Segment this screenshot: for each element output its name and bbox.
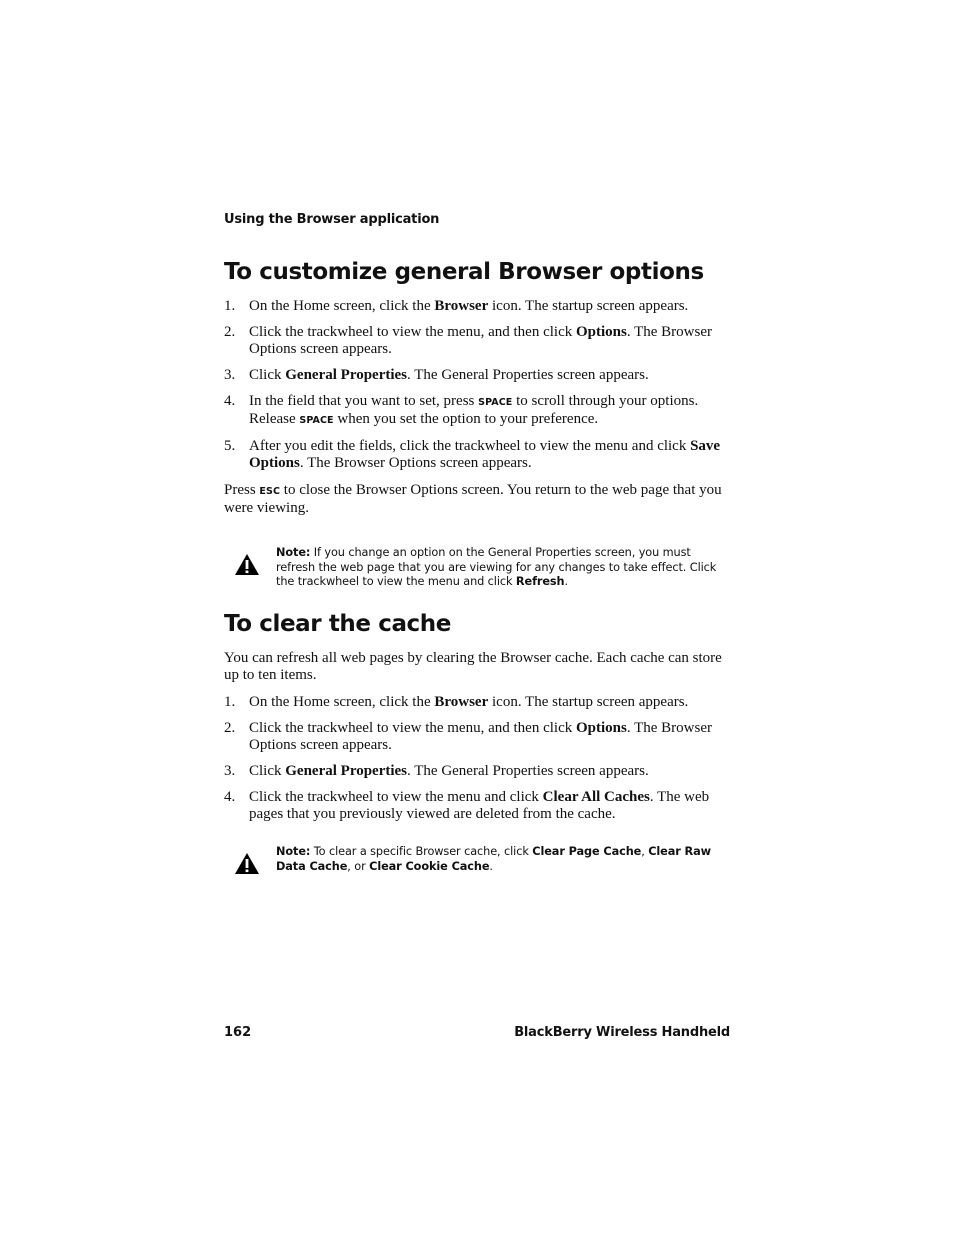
steps-list-clear-cache: [224, 694, 730, 832]
list-item: [224, 789, 730, 823]
step-number: 3.: [224, 367, 236, 383]
step-number: 1.: [224, 694, 236, 710]
ui-term: General Properties: [285, 367, 408, 383]
key-esc: ESC: [259, 486, 281, 497]
step-text: Click the trackwheel to view the menu, and then click: [249, 324, 576, 340]
key-space: SPACE: [299, 415, 334, 426]
list-item: [224, 694, 730, 711]
note-text: [276, 845, 730, 874]
step-number: 5.: [224, 438, 236, 454]
note-body: .: [489, 859, 493, 873]
step-text: Click the trackwheel to view the menu, and then click: [249, 720, 576, 736]
section-heading-clear-cache: To clear the cache: [224, 611, 451, 637]
note-body: If you change an option on the General Properties screen, you must refresh the web page that you are viewing for any changes to take effect. Click the trackwheel to view the menu and click: [276, 546, 717, 589]
press-esc-paragraph: [224, 482, 730, 517]
step-number: 4.: [224, 789, 236, 805]
list-item: [224, 438, 730, 472]
step-number: 2.: [224, 324, 236, 340]
step-text: when you set the option to your preference.: [333, 411, 599, 427]
section-heading-customize: To customize general Browser options: [224, 259, 704, 285]
step-text: On the Home screen, click the: [249, 298, 435, 314]
list-item: [224, 720, 730, 754]
step-text: After you edit the fields, click the trackwheel to view the menu and click: [249, 438, 691, 454]
step-text: Click: [249, 763, 286, 779]
ui-term: Browser: [434, 298, 489, 314]
ui-term: Save Options: [249, 438, 721, 471]
step-number: 4.: [224, 393, 236, 409]
paragraph-text: Press: [224, 482, 260, 498]
step-text: to scroll through your options. Release: [249, 393, 699, 427]
step-text: . The Browser Options screen appears.: [299, 455, 532, 471]
note-label: Note:: [276, 546, 311, 559]
ui-term: Clear Raw Data Cache: [276, 845, 712, 873]
step-text: icon. The startup screen appears.: [488, 298, 689, 314]
step-text: Click: [249, 367, 286, 383]
steps-list-customize: [224, 298, 730, 481]
ui-term: Refresh: [515, 575, 565, 589]
ui-term: Clear Cookie Cache: [369, 859, 490, 873]
ui-term: General Properties: [285, 763, 408, 779]
ui-term: Options: [575, 324, 627, 340]
step-number: 2.: [224, 720, 236, 736]
paragraph-text: to close the Browser Options screen. You return to the web page that you were viewing.: [224, 482, 722, 516]
step-text: . The web pages that you previously viewed are deleted from the cache.: [249, 789, 710, 822]
ui-term: Options: [575, 720, 627, 736]
step-text: . The General Properties screen appears.: [407, 367, 649, 383]
list-item: [224, 324, 730, 358]
note-body: .: [564, 575, 568, 589]
note-label: Note:: [276, 845, 311, 858]
note-body: To clear a specific Browser cache, click: [310, 845, 533, 858]
step-text: . The Browser Options screen appears.: [249, 720, 712, 753]
step-text: . The Browser Options screen appears.: [249, 324, 712, 357]
cache-intro-paragraph: You can refresh all web pages by clearing the Browser cache. Each cache can store up to ten items.: [224, 650, 722, 683]
ui-term: Clear Page Cache: [532, 845, 642, 858]
step-text: icon. The startup screen appears.: [488, 694, 689, 710]
step-number: 1.: [224, 298, 236, 314]
list-item: [224, 763, 730, 780]
step-text: . The General Properties screen appears.: [407, 763, 649, 779]
ui-term: Clear All Caches: [542, 789, 650, 805]
running-head: Using the Browser application: [224, 212, 440, 227]
key-space: SPACE: [478, 397, 513, 408]
step-number: 3.: [224, 763, 236, 779]
warning-triangle-icon: [234, 553, 260, 576]
list-item: [224, 298, 730, 315]
step-text: In the field that you want to set, press: [249, 393, 479, 409]
note-body: , or: [347, 859, 370, 873]
warning-triangle-icon: [234, 852, 260, 875]
list-item: [224, 367, 730, 384]
note-body: ,: [641, 845, 649, 858]
book-title: BlackBerry Wireless Handheld: [514, 1025, 730, 1040]
note-text: [276, 546, 730, 590]
list-item: [224, 393, 730, 429]
ui-term: Browser: [434, 694, 489, 710]
step-text: On the Home screen, click the: [249, 694, 435, 710]
step-text: Click the trackwheel to view the menu and click: [249, 789, 543, 805]
page-number: 162: [224, 1025, 252, 1040]
